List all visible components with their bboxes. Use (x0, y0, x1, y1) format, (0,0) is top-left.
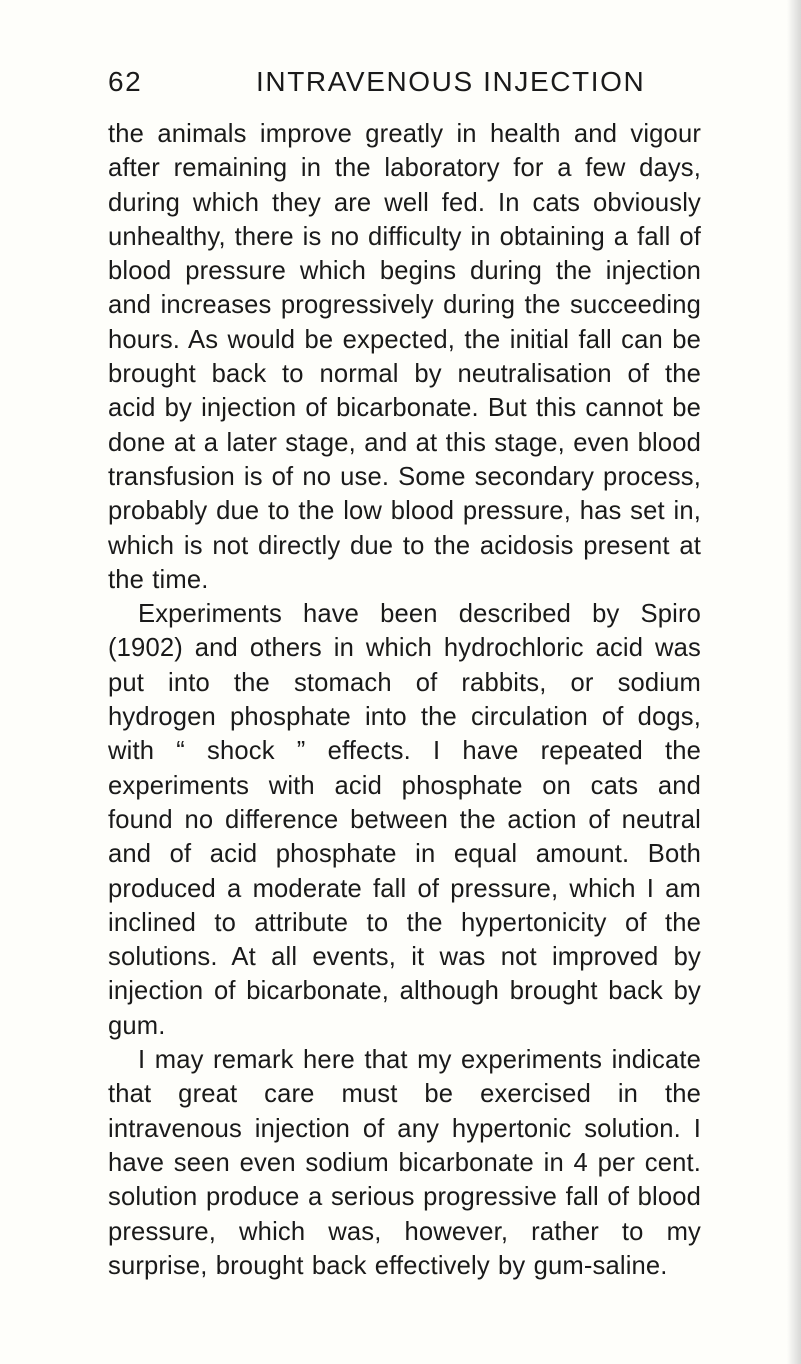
paragraph-hypertonic-remark: I may remark here that my experiments indicate that great care must be exercised in the intravenous injection of any hypertonic solution. I have seen even sodium bicarbonate in 4 per cent. solution produce a serious progressive fall of blood pressure, which was, however, rather to my surprise, brought back effectively by gum-saline. (108, 1046, 701, 1280)
paragraph-spiro-experiments: Experiments have been described by Spiro (1902) and others in which hydrochloric acid was put into the stomach of rabbits, or sodium hydrogen phosphate into the circulation of dogs, with “ shock ” effects. I have repeated the experiments with acid phosphate on cats and found no difference between the action of neutral and of acid phosphate in equal amount. Both produced a moderate fall of pressure, which I am inclined to attribute to the hypertonicity of the solutions. At all events, it was not improved by injection of bicarbonate, although brought back by gum. (108, 600, 701, 1040)
body-text (108, 117, 701, 1283)
running-head: INTRAVENOUS INJECTION (256, 66, 646, 97)
paragraph-continued: the animals improve greatly in health and vigour after remaining in the laboratory for a few days, during which they are well fed. In cats obviously unhealthy, there is no difficulty in obtaining a fall of blood pressure which begins during the injection and increases progressively during the succeeding hours. As would be expected, the initial fall can be brought back to normal by neutralisation of the acid by injection of bicarbonate. But this cannot be done at a later stage, and at this stage, even blood transfusion is of no use. Some secondary process, probably due to the low blood pressure, has set in, which is not directly due to the acidosis present at the time. (108, 120, 701, 594)
page-edge-shadow (787, 0, 801, 1364)
page-number: 62 (108, 66, 143, 97)
page-header (108, 66, 698, 110)
